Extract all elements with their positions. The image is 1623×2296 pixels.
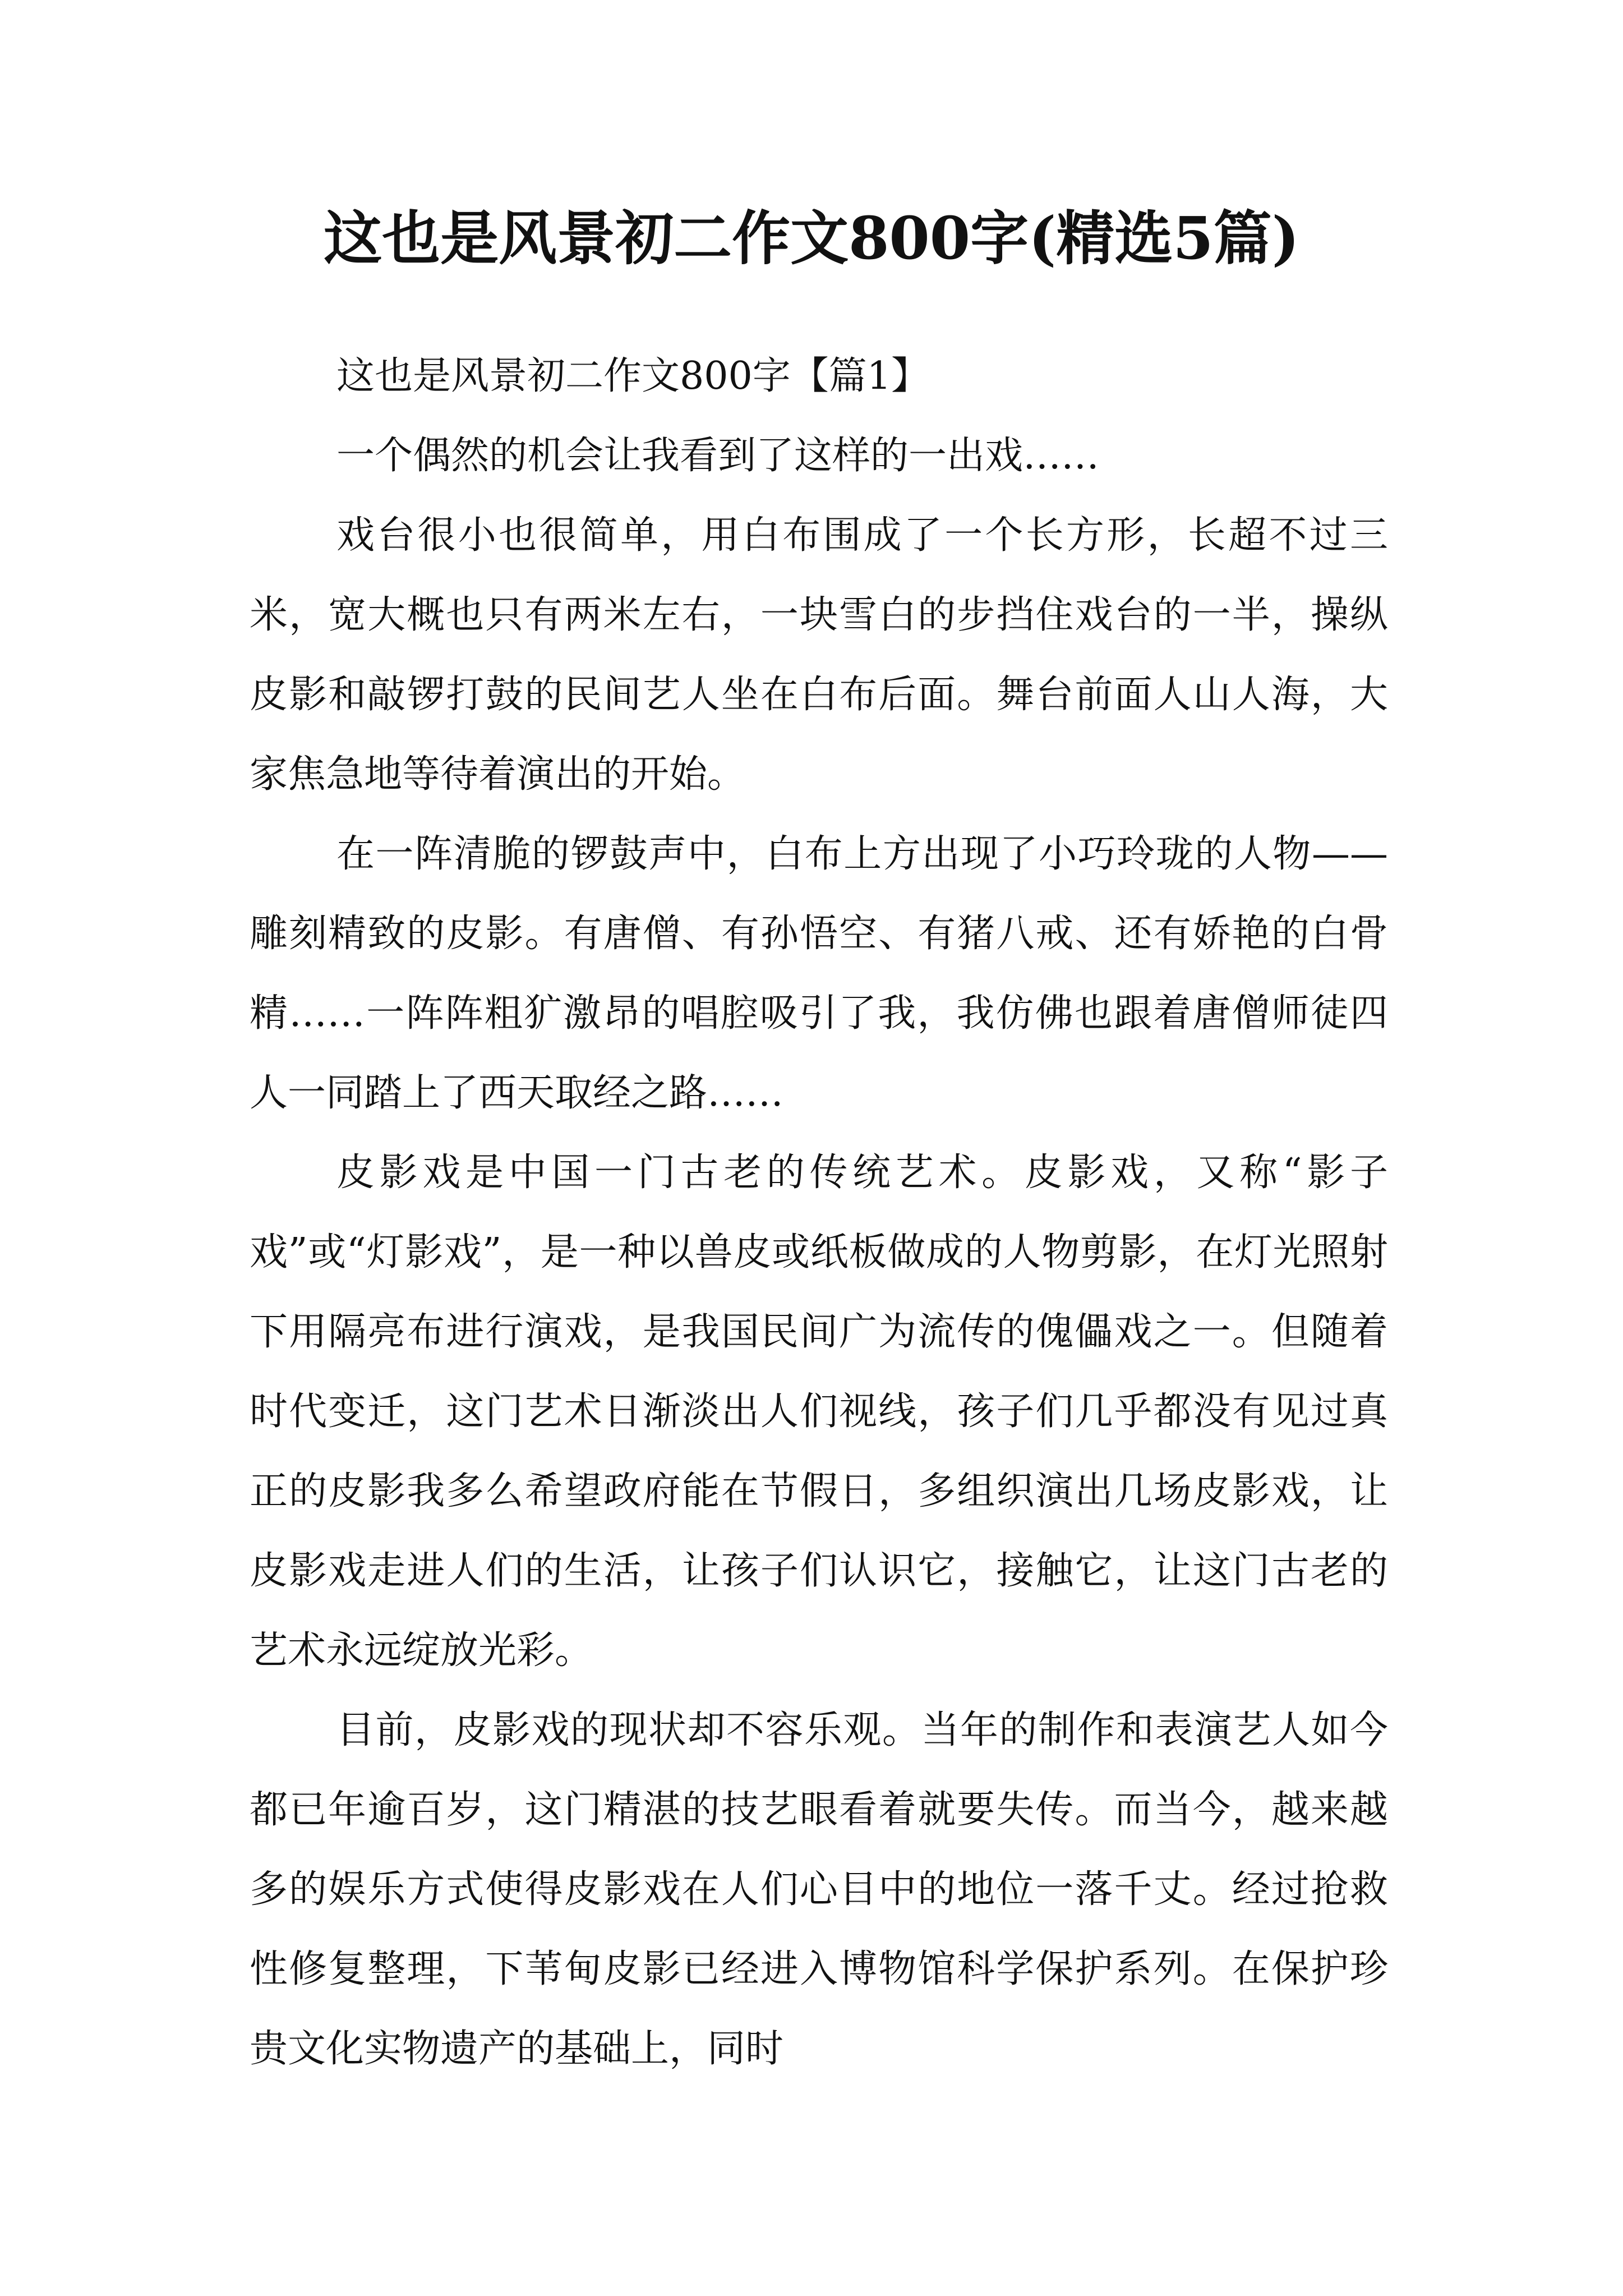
section-heading: 这也是风景初二作文800字【篇1】: [336, 354, 930, 398]
document-body: [250, 337, 1388, 2089]
document-title: 这也是风景初二作文800字(精选5篇): [324, 204, 1299, 273]
paragraph-2: 戏台很小也很简单，用白布围成了一个长方形，长超不过三米，宽大概也只有两米左右，一块雪白的步挡住戏台的一半，操纵皮影和敲锣打鼓的民间艺人坐在白布后面。舞台前面人山人海，大家焦急地等待着演出的开始。: [250, 513, 1388, 797]
paragraph-4: 皮影戏是中国一门古老的传统艺术。皮影戏，又称“影子戏”或“灯影戏”，是一种以兽皮或纸板做成的人物剪影，在灯光照射下用隔亮布进行演戏，是我国民间广为流传的傀儡戏之一。但随着时代变迁，这门艺术日渐淡出人们视线，孩子们几乎都没有见过真正的皮影我多么希望政府能在节假日，多组织演出几场皮影戏，让皮影戏走进人们的生活，让孩子们认识它，接触它，让这门古老的艺术永远绽放光彩。: [250, 1151, 1388, 1673]
paragraph-1: 一个偶然的机会让我看到了这样的一出戏……: [336, 434, 1100, 478]
paragraph-3: 在一阵清脆的锣鼓声中，白布上方出现了小巧玲珑的人物——雕刻精致的皮影。有唐僧、有孙悟空、有猪八戒、还有娇艳的白骨精……一阵阵粗犷激昂的唱腔吸引了我，我仿佛也跟着唐僧师徒四人一同踏上了西天取经之路……: [250, 832, 1388, 1115]
paragraph-5: 目前，皮影戏的现状却不容乐观。当年的制作和表演艺人如今都已年逾百岁，这门精湛的技艺眼看着就要失传。而当今，越来越多的娱乐方式使得皮影戏在人们心目中的地位一落千丈。经过抢救性修复整理，下苇甸皮影已经进入博物馆科学保护系列。在保护珍贵文化实物遗产的基础上，同时: [250, 1708, 1388, 2071]
